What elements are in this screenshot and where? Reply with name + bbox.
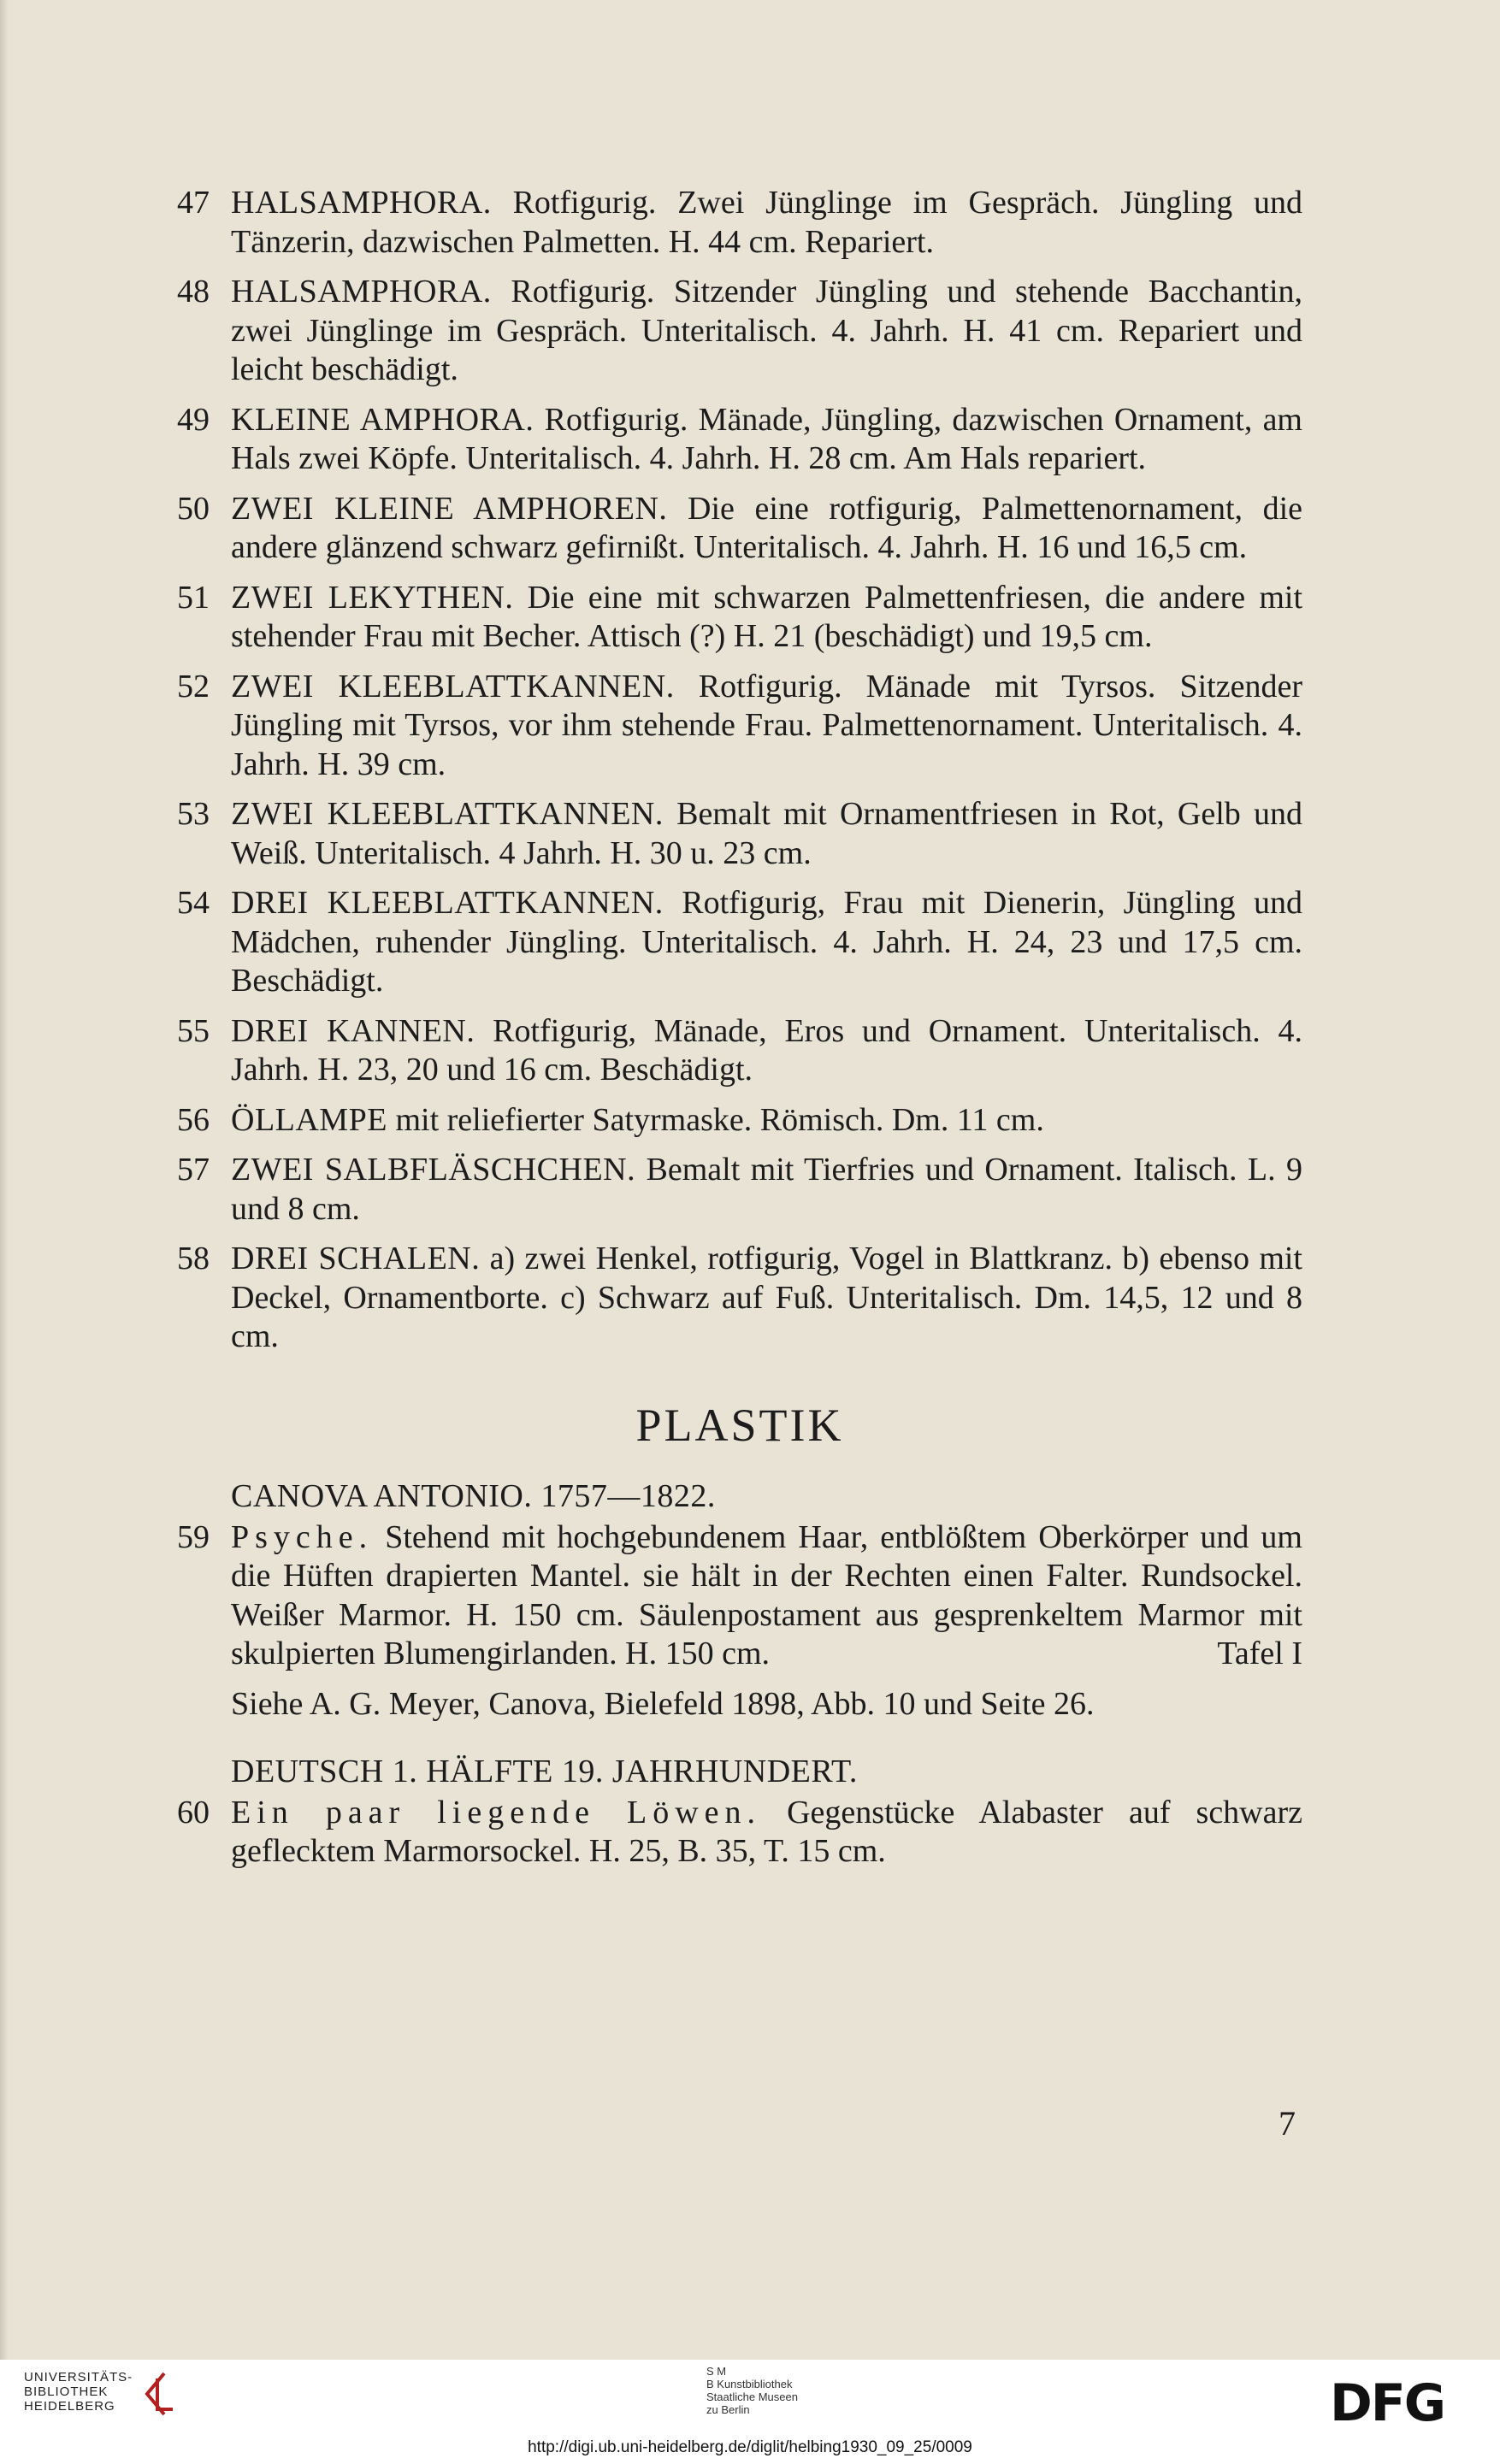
entry-text: Die eine mit schwarzen Palmettenfriesen, die andere mit stehender Frau mit Becher. Attisch (?) H. 21 (beschädigt) und 19,5 cm. (231, 579, 1303, 654)
catalog-entry (177, 401, 1302, 479)
entry-heading: ZWEI SALBFLÄSCHCHEN. (231, 1152, 636, 1188)
catalog-entry (177, 1240, 1302, 1357)
university-library-logo (24, 2370, 133, 2414)
entry-text: mit reliefierter Satyrmaske. Römisch. Dm. 11 cm. (395, 1101, 1044, 1138)
catalog-entry (177, 490, 1302, 568)
entry-text: Rotfigurig, Frau mit Dienerin, Jüngling und Mädchen, ruhender Jüngling. Unteritalisch. 4. Jahrh. H. 24, 23 und 17,5 cm. Beschädigt. (231, 885, 1302, 999)
catalog-entry (177, 795, 1302, 873)
entry-heading: Ein paar liegende Löwen. (231, 1794, 762, 1830)
logo-line: UNIVERSITÄTS- (24, 2370, 133, 2384)
stamp-line: zu Berlin (706, 2403, 750, 2416)
artist-heading: DEUTSCH 1. HÄLFTE 19. JAHRHUNDERT. (231, 1754, 858, 1789)
entry-number: 53 (177, 796, 210, 832)
dfg-logo: DFG (1330, 2373, 1445, 2433)
entry-heading: KLEINE AMPHORA. (231, 401, 534, 438)
logo-line: BIBLIOTHEK (24, 2384, 109, 2399)
entry-text: Bemalt mit Ornamentfriesen in Rot, Gelb und Weiß. Unteritalisch. 4 Jahrh. H. 30 u. 23 cm. (231, 796, 1302, 871)
plate-reference: Tafel I (1217, 1636, 1302, 1671)
catalog-entry (177, 884, 1302, 1001)
entry-number: 57 (177, 1152, 210, 1188)
catalog-entry (177, 668, 1302, 785)
source-url[interactable]: http://digi.ub.uni-heidelberg.de/diglit/helbing1930_09_25/0009 (528, 2438, 972, 2456)
entry-heading: ZWEI LEKYTHEN. (231, 579, 514, 616)
stamp-line: Staatliche Museen (706, 2390, 798, 2403)
entry-text: Rotfigurig. Sitzender Jüngling und stehende Bacchantin, zwei Jünglinge im Gespräch. Unteritalisch. 4. Jahrh. H. 41 cm. Repariert und leicht beschädigt. (231, 274, 1303, 387)
entry-number: 56 (177, 1101, 210, 1138)
page-edge (0, 0, 9, 2360)
entry-text: Stehend mit hochgebundenem Haar, entblößtem Oberkörper und um die Hüften drapierten Mantel. sie hält in der Rechten einen Falter. Rundsockel. Weißer Marmor. H. 150 cm. Säulenpostament aus gesprenkeltem Marmor mit skulpierten Blumengirlanden. H. 150 cm. (231, 1518, 1302, 1671)
entry-heading: DREI KANNEN. (231, 1012, 475, 1049)
section-title: PLASTIK (635, 1399, 844, 1451)
entry-heading: HALSAMPHORA. (231, 185, 492, 221)
stamp-line: B Kunstbibliothek (706, 2378, 793, 2390)
entry-text: Rotfigurig, Mänade, Eros und Ornament. Unteritalisch. 4. Jahrh. H. 23, 20 und 16 cm. Beschädigt. (231, 1012, 1303, 1088)
library-stamp (706, 2365, 798, 2416)
entry-heading: ZWEI KLEINE AMPHOREN. (231, 490, 668, 527)
entry-number: 51 (177, 579, 210, 616)
entry-text: Rotfigurig. Mänade, Jüngling, dazwischen Ornament, am Hals zwei Köpfe. Unteritalisch. 4. Jahrh. H. 28 cm. Am Hals repariert. (231, 401, 1302, 476)
entry-heading: Psyche. (231, 1518, 374, 1555)
entry-number: 55 (177, 1012, 210, 1049)
entry-number: 48 (177, 274, 210, 309)
entry-number: 59 (177, 1518, 210, 1555)
catalog-entry (177, 1518, 1302, 1674)
catalog-entry (177, 184, 1302, 262)
entry-text: Gegenstücke Alabaster auf schwarz geflecktem Marmorsockel. H. 25, B. 35, T. 15 cm. (231, 1794, 1303, 1869)
entry-number: 49 (177, 401, 210, 438)
entry-number: 52 (177, 668, 210, 704)
entry-text: Rotfigurig. Mänade mit Tyrsos. Sitzender Jüngling mit Tyrsos, vor ihm stehende Frau. Palmettenornament. Unteritalisch. 4. Jahrh. H. 39 cm. (231, 668, 1302, 782)
entry-heading: ZWEI KLEEBLATTKANNEN. (231, 796, 664, 832)
catalog-entry (177, 273, 1302, 390)
entry-heading: ZWEI KLEEBLATTKANNEN. (231, 668, 675, 704)
entry-number: 50 (177, 490, 210, 527)
entry-text: a) zwei Henkel, rotfigurig, Vogel in Blattkranz. b) ebenso mit Deckel, Ornamentborte. c) Schwarz auf Fuß. Unteritalisch. Dm. 14,5, 12 und 8 cm. (231, 1241, 1302, 1354)
catalog-entry (177, 1012, 1302, 1090)
literature-reference: Siehe A. G. Meyer, Canova, Bielefeld 1898, Abb. 10 und Seite 26. (231, 1685, 1095, 1722)
entry-heading: ÖLLAMPE (231, 1101, 387, 1138)
entry-heading: DREI SCHALEN. (231, 1241, 481, 1276)
entry-number: 54 (177, 885, 210, 921)
catalog-entry (177, 1151, 1302, 1229)
logo-line: HEIDELBERG (24, 2399, 115, 2414)
entry-number: 47 (177, 185, 210, 221)
entry-number: 60 (177, 1794, 210, 1830)
catalog-entry (177, 1101, 1302, 1141)
catalog-entry (177, 579, 1302, 657)
catalog-entry (177, 1794, 1302, 1872)
digitization-footer (0, 2360, 1500, 2464)
catalog-text (177, 184, 1302, 1883)
entry-number: 58 (177, 1241, 210, 1276)
entry-heading: DREI KLEEBLATTKANNEN. (231, 885, 664, 921)
entry-text: Bemalt mit Tierfries und Ornament. Italisch. L. 9 und 8 cm. (231, 1152, 1303, 1227)
library-mark-icon (139, 2370, 180, 2418)
entry-text: Rotfigurig. Zwei Jünglinge im Gespräch. Jüngling und Tänzerin, dazwischen Palmetten. H. 44 cm. Repariert. (231, 185, 1302, 260)
page-number: 7 (1279, 2104, 1296, 2143)
entry-text: Die eine rotfigurig, Palmettenornament, die andere glänzend schwarz gefirnißt. Unteritalisch. 4. Jahrh. H. 16 und 16,5 cm. (231, 490, 1302, 565)
entry-heading: HALSAMPHORA. (231, 274, 492, 309)
artist-heading: CANOVA ANTONIO. 1757—1822. (231, 1478, 716, 1514)
stamp-line: S M (706, 2365, 727, 2378)
